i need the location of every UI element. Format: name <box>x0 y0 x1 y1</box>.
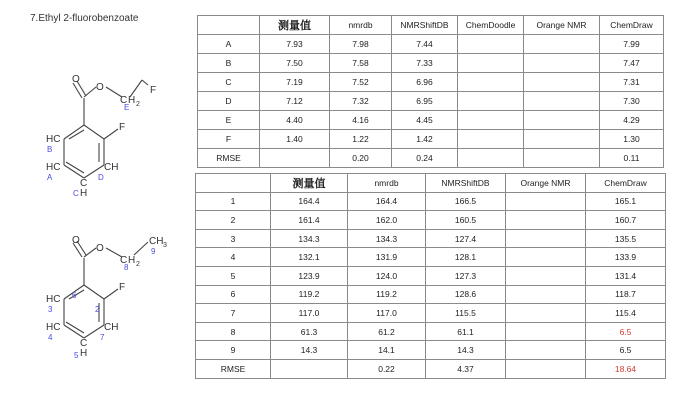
header-measured: 测量值 <box>271 174 348 193</box>
table-row <box>196 285 666 304</box>
table-cell <box>524 92 600 111</box>
table-cell: 1.22 <box>330 130 392 149</box>
table-cell <box>458 54 524 73</box>
table-cell: 4.29 <box>600 111 664 130</box>
row-label-cell: 9 <box>196 341 271 360</box>
atom-ch-right: CH <box>104 162 119 173</box>
table-cell: 115.5 <box>426 304 506 323</box>
table-row <box>196 229 666 248</box>
table-row <box>196 211 666 230</box>
atom-c-ch2-2: C <box>120 255 128 266</box>
atom-o-carbonyl: O <box>72 74 80 85</box>
table-cell <box>506 229 586 248</box>
table-cell <box>458 73 524 92</box>
table-cell: 0.11 <box>600 149 664 168</box>
label-b: B <box>47 145 53 154</box>
atom-h-bottom-2: H <box>80 348 88 359</box>
table-cell: 14.1 <box>348 341 426 360</box>
table-cell: 117.0 <box>348 304 426 323</box>
atom-o-carbonyl-2: O <box>72 235 80 246</box>
table-cell: 160.5 <box>426 211 506 230</box>
table-cell: 6.95 <box>392 92 458 111</box>
table-cell: 124.0 <box>348 266 426 285</box>
label-d: D <box>98 173 104 182</box>
table-cell <box>524 111 600 130</box>
row-label-cell: C <box>198 73 260 92</box>
table-row <box>198 92 664 111</box>
table-cell: 161.4 <box>271 211 348 230</box>
table-cell: 1.40 <box>260 130 330 149</box>
label-9: 9 <box>151 247 156 256</box>
table-cell: 115.4 <box>586 304 666 323</box>
table-cell <box>524 35 600 54</box>
table-cell: 7.47 <box>600 54 664 73</box>
atom-o-ester-2: O <box>96 243 104 254</box>
atom-ch-right-2: CH <box>104 322 119 333</box>
table-cell <box>524 54 600 73</box>
table-cell: 131.9 <box>348 248 426 267</box>
table-cell: 162.0 <box>348 211 426 230</box>
header-nmrdb: nmrdb <box>348 174 426 193</box>
table-cell: 134.3 <box>348 229 426 248</box>
table-cell: 61.1 <box>426 322 506 341</box>
table-row <box>196 248 666 267</box>
atom-c-bottom-2: C <box>80 338 88 349</box>
header-cell <box>198 16 260 35</box>
row-label-cell: F <box>198 130 260 149</box>
table-row <box>196 341 666 360</box>
table-cell: 127.4 <box>426 229 506 248</box>
table-cell: 7.99 <box>600 35 664 54</box>
table-cell: 7.50 <box>260 54 330 73</box>
table-cell: 127.3 <box>426 266 506 285</box>
atom-hc-left-2: HC <box>46 162 61 173</box>
table-cell <box>260 149 330 168</box>
header-cell <box>196 174 271 193</box>
label-c: C <box>73 189 79 198</box>
label-5: 5 <box>74 351 79 360</box>
table-row <box>198 130 664 149</box>
table-cell: 7.52 <box>330 73 392 92</box>
table-row <box>196 322 666 341</box>
header-nmrshiftdb: NMRShiftDB <box>426 174 506 193</box>
table-cell: 1.30 <box>600 130 664 149</box>
table-cell <box>506 322 586 341</box>
atom-h2-2: H <box>128 255 136 266</box>
table-cell <box>524 149 600 168</box>
table-header-row <box>196 174 666 193</box>
table-cell: 7.33 <box>392 54 458 73</box>
table-cell: 6.5 <box>586 322 666 341</box>
table-row <box>196 192 666 211</box>
table-cell: 4.40 <box>260 111 330 130</box>
table-cell: 165.1 <box>586 192 666 211</box>
atom-h2: H <box>128 95 136 106</box>
row-label-cell: RMSE <box>196 359 271 378</box>
row-label-cell: A <box>198 35 260 54</box>
table-cell: 160.7 <box>586 211 666 230</box>
table-cell: 0.24 <box>392 149 458 168</box>
header-orange-nmr: Orange NMR <box>524 16 600 35</box>
table-cell: 0.22 <box>348 359 426 378</box>
label-3: 3 <box>48 305 53 314</box>
table-row <box>198 73 664 92</box>
row-label-cell: 4 <box>196 248 271 267</box>
table-cell: 18.64 <box>586 359 666 378</box>
table-cell: 164.4 <box>348 192 426 211</box>
atom-subscript-3: 3 <box>163 242 167 249</box>
table-cell <box>458 130 524 149</box>
table-cell: 117.0 <box>271 304 348 323</box>
c-nmr-table <box>195 173 666 379</box>
label-4: 4 <box>48 333 53 342</box>
header-nmrshiftdb: NMRShiftDB <box>392 16 458 35</box>
header-chemdraw: ChemDraw <box>586 174 666 193</box>
table-cell: 133.9 <box>586 248 666 267</box>
table-row <box>198 35 664 54</box>
table-cell: 4.45 <box>392 111 458 130</box>
h-nmr-table <box>197 15 664 168</box>
label-6: 6 <box>72 291 77 300</box>
table-cell: 128.1 <box>426 248 506 267</box>
header-measured: 测量值 <box>260 16 330 35</box>
table-cell: 132.1 <box>271 248 348 267</box>
table-cell: 0.20 <box>330 149 392 168</box>
atom-o-ester: O <box>96 82 104 93</box>
table-cell: 7.12 <box>260 92 330 111</box>
atom-f-ethyl: F <box>150 85 157 96</box>
atom-c-bottom: C <box>80 178 88 189</box>
table-cell: 61.3 <box>271 322 348 341</box>
table-header-row <box>198 16 664 35</box>
atom-hc-left-2b: HC <box>46 322 61 333</box>
table-row <box>196 359 666 378</box>
label-a: A <box>47 173 53 182</box>
atom-hc-left-1b: HC <box>46 294 61 305</box>
table-row <box>198 111 664 130</box>
table-row <box>198 54 664 73</box>
atom-hc-left-1: HC <box>46 134 61 145</box>
table-cell <box>506 266 586 285</box>
table-cell: 119.2 <box>348 285 426 304</box>
atom-h-bottom: H <box>80 188 88 199</box>
row-label-cell: 1 <box>196 192 271 211</box>
label-2: 2 <box>95 305 100 314</box>
table-cell: 4.16 <box>330 111 392 130</box>
atom-subscript-2: 2 <box>136 101 140 108</box>
table-cell: 6.96 <box>392 73 458 92</box>
header-nmrdb: nmrdb <box>330 16 392 35</box>
label-7: 7 <box>100 333 105 342</box>
structure-diagrams <box>0 0 195 402</box>
header-orange-nmr: Orange NMR <box>506 174 586 193</box>
table-cell: 7.30 <box>600 92 664 111</box>
header-chemdoodle: ChemDoodle <box>458 16 524 35</box>
table-cell <box>524 130 600 149</box>
table-row <box>196 266 666 285</box>
table-cell: 4.37 <box>426 359 506 378</box>
table-cell <box>506 285 586 304</box>
table-cell: 6.5 <box>586 341 666 360</box>
table-cell: 14.3 <box>426 341 506 360</box>
row-label-cell: 2 <box>196 211 271 230</box>
table-cell: 135.5 <box>586 229 666 248</box>
table-cell <box>524 73 600 92</box>
table-cell: 7.58 <box>330 54 392 73</box>
table-cell: 119.2 <box>271 285 348 304</box>
table-cell <box>506 341 586 360</box>
table-cell: 61.2 <box>348 322 426 341</box>
table-cell: 7.31 <box>600 73 664 92</box>
table-cell <box>506 248 586 267</box>
label-e: E <box>124 103 130 112</box>
table-cell <box>506 211 586 230</box>
atom-ch3: CH <box>149 236 164 247</box>
atom-c-ch2: C <box>120 95 128 106</box>
table-cell: 14.3 <box>271 341 348 360</box>
header-chemdraw: ChemDraw <box>600 16 664 35</box>
row-label-cell: D <box>198 92 260 111</box>
atom-subscript-2b: 2 <box>136 261 140 268</box>
table-cell: 7.98 <box>330 35 392 54</box>
table-cell <box>458 35 524 54</box>
table-row <box>196 304 666 323</box>
row-label-cell: E <box>198 111 260 130</box>
row-label-cell: 5 <box>196 266 271 285</box>
row-label-cell: 8 <box>196 322 271 341</box>
row-label-cell: 3 <box>196 229 271 248</box>
table-cell: 118.7 <box>586 285 666 304</box>
label-8: 8 <box>124 263 129 272</box>
row-label-cell: B <box>198 54 260 73</box>
row-label-cell: 6 <box>196 285 271 304</box>
table-cell: 7.19 <box>260 73 330 92</box>
table-cell: 128.6 <box>426 285 506 304</box>
page-title: 7.Ethyl 2-fluorobenzoate <box>30 13 139 24</box>
table-row <box>198 149 664 168</box>
row-label-cell: RMSE <box>198 149 260 168</box>
table-cell: 7.93 <box>260 35 330 54</box>
table-cell: 131.4 <box>586 266 666 285</box>
atom-f-ring-2: F <box>119 282 126 293</box>
table-cell <box>506 192 586 211</box>
table-cell <box>506 304 586 323</box>
table-cell <box>271 359 348 378</box>
table-cell: 134.3 <box>271 229 348 248</box>
row-label-cell: 7 <box>196 304 271 323</box>
table-cell <box>458 92 524 111</box>
table-cell: 166.5 <box>426 192 506 211</box>
table-cell: 1.42 <box>392 130 458 149</box>
table-cell <box>506 359 586 378</box>
table-cell: 123.9 <box>271 266 348 285</box>
table-cell <box>458 149 524 168</box>
table-cell: 7.32 <box>330 92 392 111</box>
table-cell <box>458 111 524 130</box>
table-cell: 164.4 <box>271 192 348 211</box>
atom-f-ring: F <box>119 122 126 133</box>
table-cell: 7.44 <box>392 35 458 54</box>
